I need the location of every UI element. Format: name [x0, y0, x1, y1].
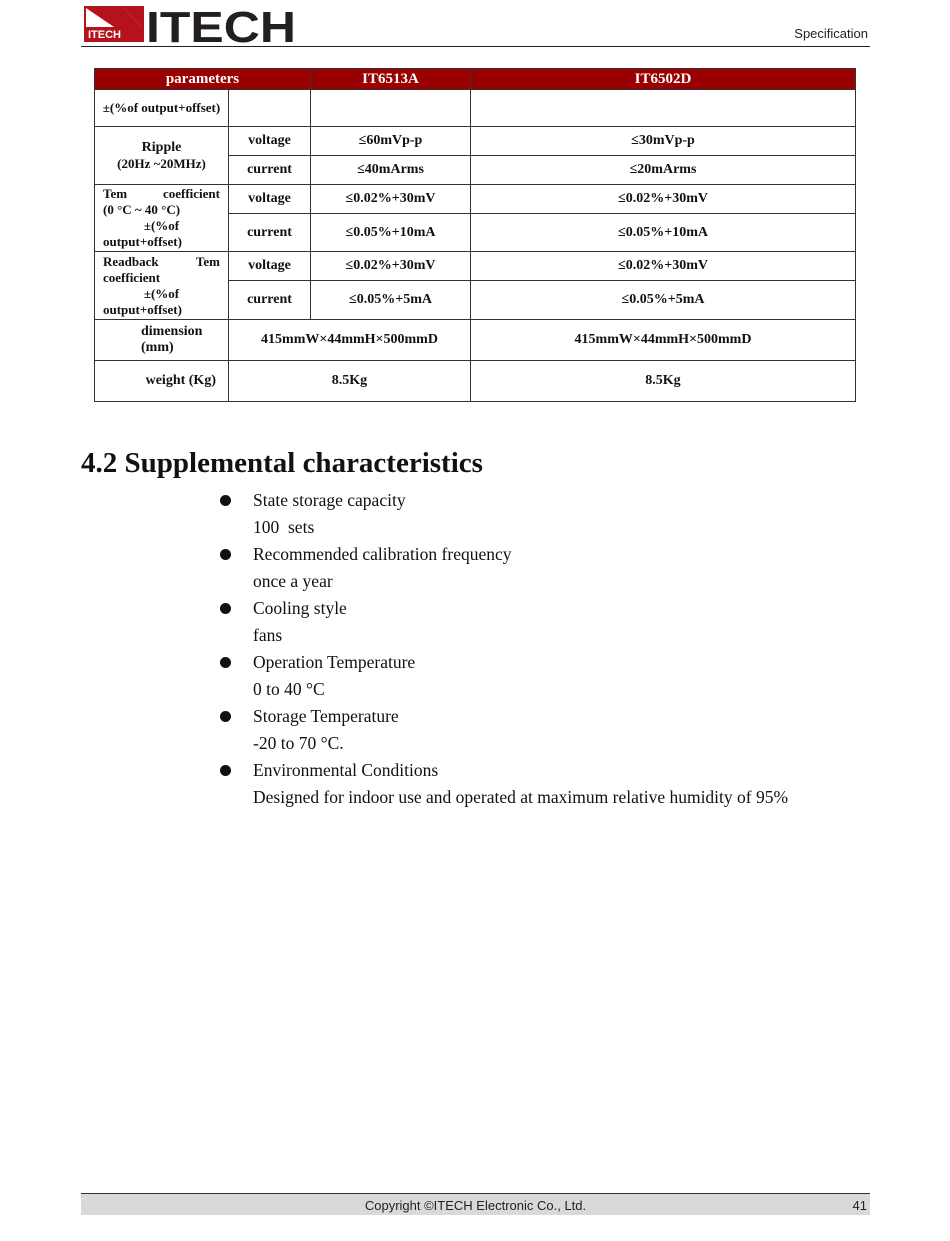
page-header — [81, 0, 870, 47]
header-section-label: Specification — [794, 26, 868, 41]
ripple-current-label: current — [229, 156, 311, 185]
tem-line3: ±(%of — [143, 218, 180, 233]
ripple-sub: (20Hz ~20MHz) — [117, 155, 206, 171]
bullet-icon — [220, 549, 231, 560]
row-label-ripple — [95, 127, 229, 185]
item-value: fans — [253, 625, 283, 645]
item-value: once a year — [253, 571, 333, 591]
table-cell: ≤40mArms — [311, 156, 471, 185]
bullet-icon — [220, 711, 231, 722]
bullet-icon — [220, 765, 231, 776]
table-row — [95, 361, 856, 402]
itech-logo — [84, 5, 296, 43]
page-footer — [81, 1193, 870, 1215]
table-cell: ≤0.02%+30mV — [471, 185, 856, 214]
item-value: 100 sets — [253, 517, 315, 537]
page-number: 41 — [852, 1198, 867, 1213]
table-row — [95, 90, 856, 127]
row-label-weight: weight (Kg) — [95, 361, 229, 402]
readback-line4: output+offset) — [103, 301, 182, 317]
table-header-row — [95, 69, 856, 90]
tem-voltage-label: voltage — [229, 185, 311, 214]
header-it6513a: IT6513A — [311, 69, 471, 90]
item-label: Cooling style — [253, 598, 347, 618]
table-cell: 8.5Kg — [471, 361, 856, 402]
table-cell: ≤60mVp-p — [311, 127, 471, 156]
table-row — [95, 185, 856, 214]
table-row — [95, 320, 856, 361]
table-cell: 415mmW×44mmH×500mmD — [471, 320, 856, 361]
table-cell: ≤20mArms — [471, 156, 856, 185]
bullet-icon — [220, 495, 231, 506]
table-cell: ≤0.05%+10mA — [311, 214, 471, 252]
readback-line3: ±(%of — [143, 285, 180, 301]
table-cell: ≤0.05%+5mA — [311, 281, 471, 320]
header-it6502d: IT6502D — [471, 69, 856, 90]
row-label-offset: ±(%of output+offset) — [95, 90, 229, 127]
item-label: Recommended calibration frequency — [253, 544, 512, 564]
ripple-label: Ripple — [141, 139, 182, 155]
item-value: Designed for indoor use and operated at maximum relative humidity of 95% — [253, 787, 789, 807]
table-cell: ≤0.05%+5mA — [471, 281, 856, 320]
row-label-tem-coefficient — [95, 185, 229, 252]
readback-current-label: current — [229, 281, 311, 320]
table-cell — [229, 90, 311, 127]
tem-line1: Tem coefficient — [103, 186, 220, 201]
row-label-dimension — [95, 320, 229, 361]
spec-table — [94, 68, 856, 402]
bullet-icon — [220, 657, 231, 668]
table-cell: ≤0.02%+30mV — [311, 252, 471, 281]
item-label: Storage Temperature — [253, 706, 399, 726]
bullet-icon — [220, 603, 231, 614]
table-cell: ≤0.02%+30mV — [311, 185, 471, 214]
table-row — [95, 127, 856, 156]
tem-current-label: current — [229, 214, 311, 252]
row-label-readback — [95, 252, 229, 320]
svg-text:ITECH: ITECH — [88, 29, 121, 41]
table-cell — [311, 90, 471, 127]
section-title: 4.2 Supplemental characteristics — [81, 447, 483, 479]
item-label: State storage capacity — [253, 490, 406, 510]
item-label: Environmental Conditions — [253, 760, 439, 780]
dimension-label: dimension — [141, 324, 203, 339]
dimension-unit: (mm) — [141, 340, 174, 355]
table-cell: 8.5Kg — [229, 361, 471, 402]
table-cell: ≤30mVp-p — [471, 127, 856, 156]
item-value: 0 to 40 °C — [253, 679, 325, 699]
table-row — [95, 252, 856, 281]
table-cell — [471, 90, 856, 127]
table-cell: ≤0.02%+30mV — [471, 252, 856, 281]
table-cell: ≤0.05%+10mA — [471, 214, 856, 252]
item-label: Operation Temperature — [253, 652, 416, 672]
readback-voltage-label: voltage — [229, 252, 311, 281]
tem-line4: output+offset) — [103, 234, 182, 249]
ripple-voltage-label: voltage — [229, 127, 311, 156]
item-value: -20 to 70 °C. — [253, 733, 344, 753]
footer-copyright: Copyright ©ITECH Electronic Co., Ltd. — [364, 1198, 587, 1213]
readback-line1: Readback Tem — [103, 253, 220, 269]
header-parameters: parameters — [95, 69, 311, 90]
readback-line2: coefficient — [103, 269, 161, 285]
table-cell: 415mmW×44mmH×500mmD — [229, 320, 471, 361]
tem-line2: (0 °C ~ 40 °C) — [103, 202, 181, 217]
svg-text:ITECH: ITECH — [146, 5, 296, 43]
